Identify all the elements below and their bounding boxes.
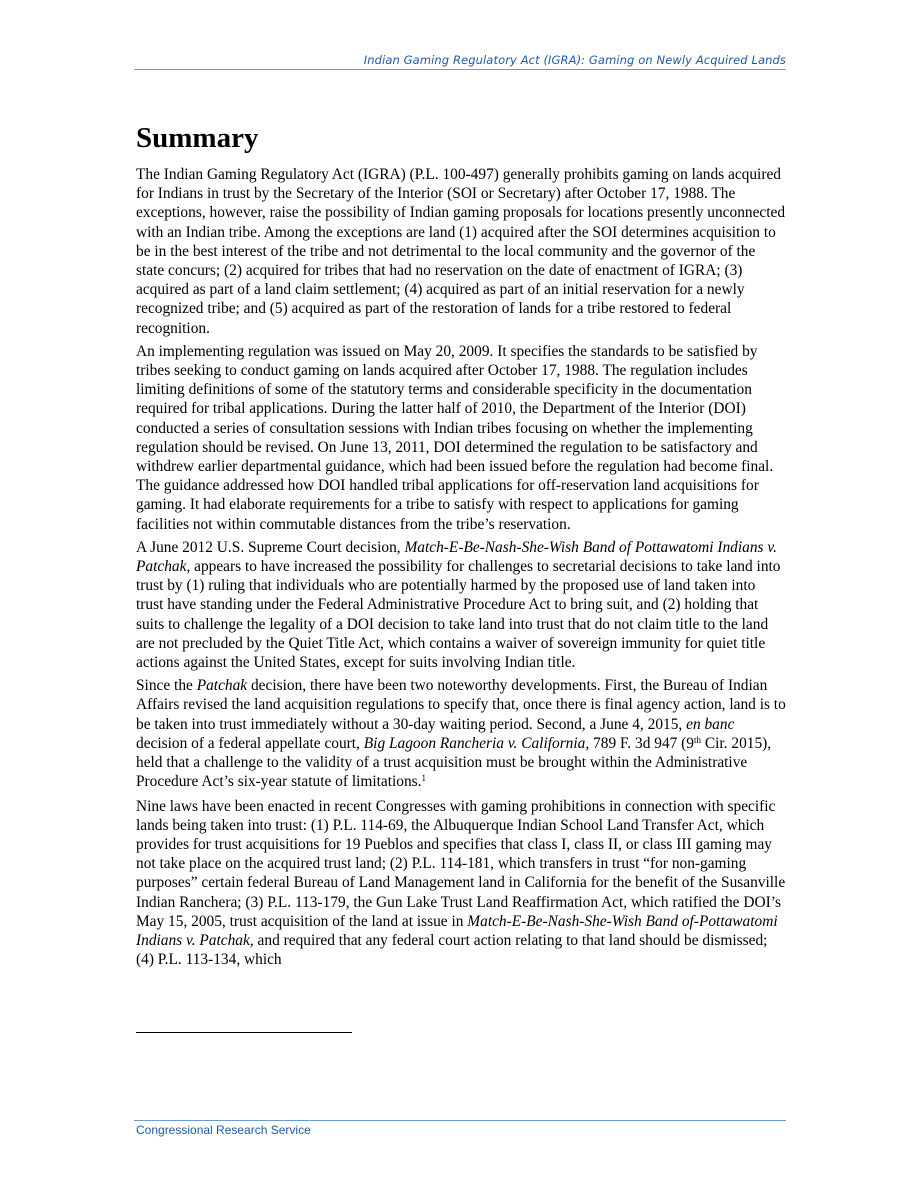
footer-rule	[134, 1120, 786, 1121]
latin-term: en banc	[686, 715, 735, 733]
running-header: Indian Gaming Regulatory Act (IGRA): Gaming on Newly Acquired Lands	[363, 53, 786, 67]
header-rule	[134, 69, 786, 70]
case-name-patchak: Match-E-Be-Nash-She-Wish Band of-Pottawatomi Indians v. Patchak	[136, 912, 778, 949]
paragraph-4-text: decision of a federal appellate court,	[136, 734, 364, 752]
case-name-patchak: Match-E-Be-Nash-She-Wish Band of Pottawatomi Indians v. Patchak	[136, 538, 777, 576]
paragraph-5	[136, 797, 786, 970]
footnote-ref-1[interactable]: 1	[421, 773, 427, 784]
paragraph-4	[136, 676, 786, 791]
paragraph-3-text: , appears to have increased the possibility for challenges to secretarial decisions to take land into trust by (1) ruling that individuals who are potentially harmed by the proposed use of land taken into trust have standing under the Federal Administrative Procedure Act to bring suit, and (2) holding that suits to challenge the legality of a DOI decision to take land into trust that do not claim title to the land are not precluded by the Quiet Title Act, which contains a waiver of sovereign immunity for quiet title actions against the United States, except for suits involving Indian title.	[136, 558, 781, 672]
case-name-big-lagoon: Big Lagoon Rancheria v. California,	[363, 734, 590, 752]
paragraph-1: The Indian Gaming Regulatory Act (IGRA) (P.L. 100-497) generally prohibits gaming on lands acquired for Indians in trust by the Secretary of the Interior (SOI or Secretary) after October 17, 1988. The exceptions, however, raise the possibility of Indian gaming proposals for locations presently unconnected with an Indian tribe. Among the exceptions are land (1) acquired after the SOI determines acquisition to be in the best interest of the tribe and not detrimental to the local community and the governor of the state concurs; (2) acquired for tribes that had no reservation on the date of enactment of IGRA; (3) acquired as part of a land claim settlement; (4) acquired as part of an initial reservation for a newly recognized tribe; and (5) acquired as part of the restoration of lands for a tribe restored to federal recognition.	[136, 166, 786, 337]
paragraph-4-text: Since the	[136, 677, 197, 695]
case-short-name: Patchak	[196, 677, 248, 695]
footnote-separator	[136, 1032, 352, 1033]
footer-label: Congressional Research Service	[136, 1123, 311, 1137]
ordinal-suffix: th	[694, 734, 702, 745]
paragraph-3	[136, 538, 786, 672]
summary-body	[136, 165, 786, 973]
paragraph-4-text: Cir. 2015), held that a challenge to the validity of a trust acquisition must be brought within the Administrative Procedure Act’s six-year statute of limitations.	[136, 734, 772, 791]
section-heading: Summary	[136, 122, 259, 154]
paragraph-5-text: Nine laws have been enacted in recent Congresses with gaming prohibitions in connection with specific lands being taken into trust: (1) P.L. 114-69, the Albuquerque Indian School Land Transfer Act, which provides for trust acquisitions for 19 Pueblos and specifies that class I, class II, or class III gaming may not take place on the acquired trust land; (2) P.L. 114-181, which transfers in trust “for non-gaming purposes” certain federal Bureau of Land Management land in California for the benefit of the Susanville Indian Ranchera; (3) P.L. 113-179, the Gun Lake Trust Land Reaffirmation Act, which ratified the DOI’s May 15, 2005, trust acquisition of the land at issue in	[136, 797, 786, 930]
paragraph-2: An implementing regulation was issued on May 20, 2009. It specifies the standards to be satisfied by tribes seeking to conduct gaming on lands acquired after October 17, 1988. The regulation includes limiting definitions of some of the statutory terms and considerable specificity in the documentation required for tribal applications. During the latter half of 2010, the Department of the Interior (DOI) conducted a series of consultation sessions with Indian tribes focusing on whether the implementing regulation should be revised. On June 13, 2011, DOI determined the regulation to be satisfactory and withdrew earlier departmental guidance, which had been issued before the regulation had become final. The guidance addressed how DOI handled tribal applications for off-reservation land acquisitions for gaming. It had elaborate requirements for a tribe to satisfy with respect to applications for gaming facilities not within commutable distances from the tribe’s reservation.	[136, 342, 774, 533]
paragraph-4-text: 789 F. 3d 947 (9	[589, 734, 694, 752]
paragraph-3-text: A June 2012 U.S. Supreme Court decision,	[136, 538, 405, 556]
paragraph-5-text: , and required that any federal court action relating to that land should be dismissed; (4) P.L. 113-134, which	[136, 931, 768, 969]
paragraph-4-text: decision, there have been two noteworthy developments. First, the Bureau of Indian Affairs revised the land acquisition regulations to specify that, once there is final agency action, land is to be taken into trust immediately without a 30-day waiting period. Second, a June 4, 2015,	[136, 677, 786, 733]
